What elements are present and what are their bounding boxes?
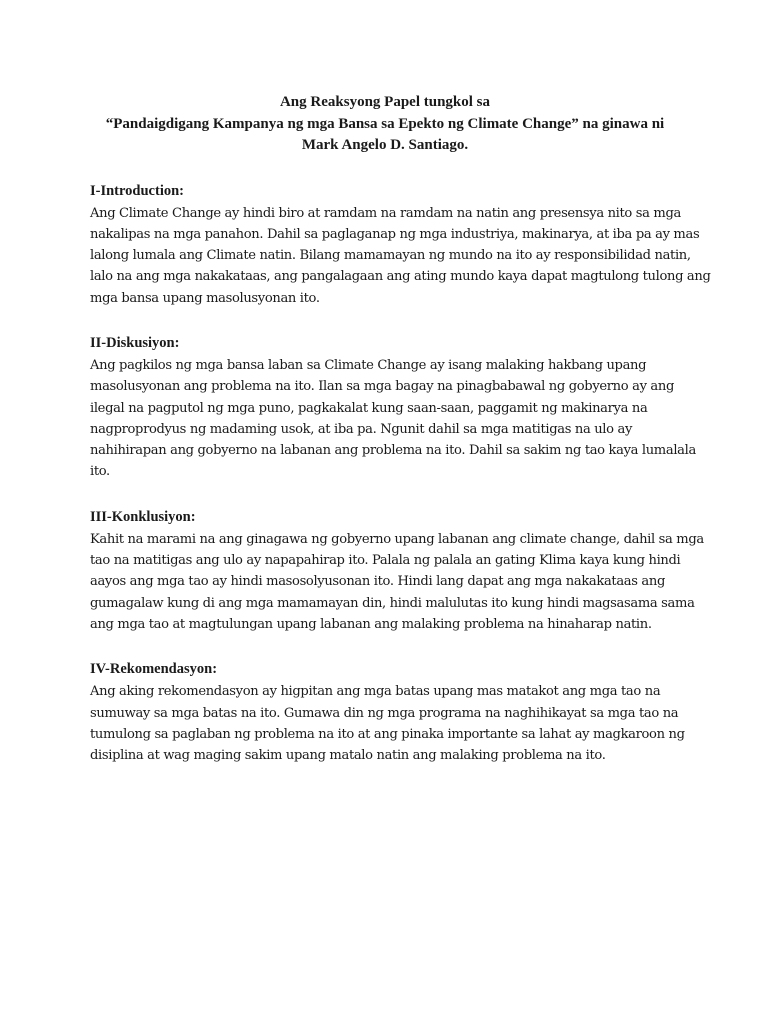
paragraph-line: aayos ang mga tao ay hindi masosolyusonan ito. Hindi lang dapat ang mga nakakataas ang: [90, 574, 665, 590]
paragraph-line: Ang pagkilos ng mga bansa laban sa Climate Change ay isang malaking hakbang upang: [90, 357, 647, 373]
paragraph-line: Ang Climate Change ay hindi biro at ramdam na ramdam na natin ang presensya nito sa mga: [90, 205, 681, 221]
paragraph-line: Ang aking rekomendasyon ay higpitan ang mga batas upang mas matakot ang mga tao na: [90, 684, 661, 700]
paragraph-line: tumulong sa paglaban ng problema na ito at ang pinaka importante sa lahat ay magkaroon ng: [90, 726, 685, 742]
section-heading: II-Diskusiyon:: [90, 334, 180, 351]
section-paragraph: [90, 529, 704, 635]
document-title: [84, 92, 686, 157]
paragraph-line: masolusyonan ang problema na ito. Ilan sa mga bagay na pinagbabawal ng gobyerno ay ang: [90, 379, 674, 395]
document-page: [90, 92, 711, 766]
title-line: Mark Angelo D. Santiago.: [301, 137, 469, 153]
paragraph-line: lalong lumala ang Climate natin. Bilang mamamayan ng mundo na ito ay responsibilidad natin,: [90, 248, 691, 264]
paragraph-line: ito.: [90, 464, 110, 480]
section-paragraph: [90, 355, 696, 483]
paragraph-line: ang mga tao at magtulungan upang labanan ang malaking problema na hinaharap natin.: [90, 616, 652, 632]
paragraph-line: ilegal na pagputol ng mga puno, pagkakalat kung saan-saan, paggamit ng makinarya na: [90, 400, 648, 416]
section-introduction: [90, 181, 711, 309]
paragraph-line: nagproprodyus ng madaming usok, at iba pa. Ngunit dahil sa mga matitigas na ulo ay: [90, 421, 632, 437]
section-paragraph: [90, 681, 685, 766]
section-paragraph: [90, 203, 711, 309]
paragraph-line: Kahit na marami na ang ginagawa ng gobyerno upang labanan ang climate change, dahil sa mga: [90, 531, 704, 547]
paragraph-line: nakalipas na mga panahon. Dahil sa paglaganap ng mga industriya, makinarya, at iba pa ay mas: [90, 226, 700, 242]
section-heading: I-Introduction:: [90, 182, 184, 199]
paragraph-line: tao na matitigas ang ulo ay napapahirap ito. Palala ng palala an gating Klima kaya kung hindi: [90, 553, 681, 569]
title-line: “Pandaigdigang Kampanya ng mga Bansa sa Epekto ng Climate Change” na ginawa ni: [105, 115, 665, 132]
paragraph-line: gumagalaw kung di ang mga mamamayan din, hindi malulutas ito kung hindi magsasama sama: [90, 595, 695, 611]
title-line: Ang Reaksyong Papel tungkol sa: [279, 94, 491, 110]
section-heading: IV-Rekomendasyon:: [90, 661, 218, 678]
paragraph-line: sumuway sa mga batas na ito. Gumawa din ng mga programa na naghihikayat sa mga tao na: [90, 705, 679, 721]
paragraph-line: mga bansa upang masolusyonan ito.: [90, 290, 320, 306]
paragraph-line: lalo na ang mga nakakataas, ang pangalagaan ang ating mundo kaya dapat magtulong tulong ang: [90, 269, 711, 285]
section-rekomendasyon: [90, 659, 685, 766]
paragraph-line: nahihirapan ang gobyerno na labanan ang problema na ito. Dahil sa sakim ng tao kaya lumalala: [90, 443, 696, 459]
section-konklusiyon: [90, 507, 704, 635]
section-diskusiyon: [90, 333, 696, 483]
paragraph-line: disiplina at wag maging sakim upang matalo natin ang malaking problema na ito.: [90, 748, 606, 764]
section-heading: III-Konklusiyon:: [90, 508, 196, 525]
